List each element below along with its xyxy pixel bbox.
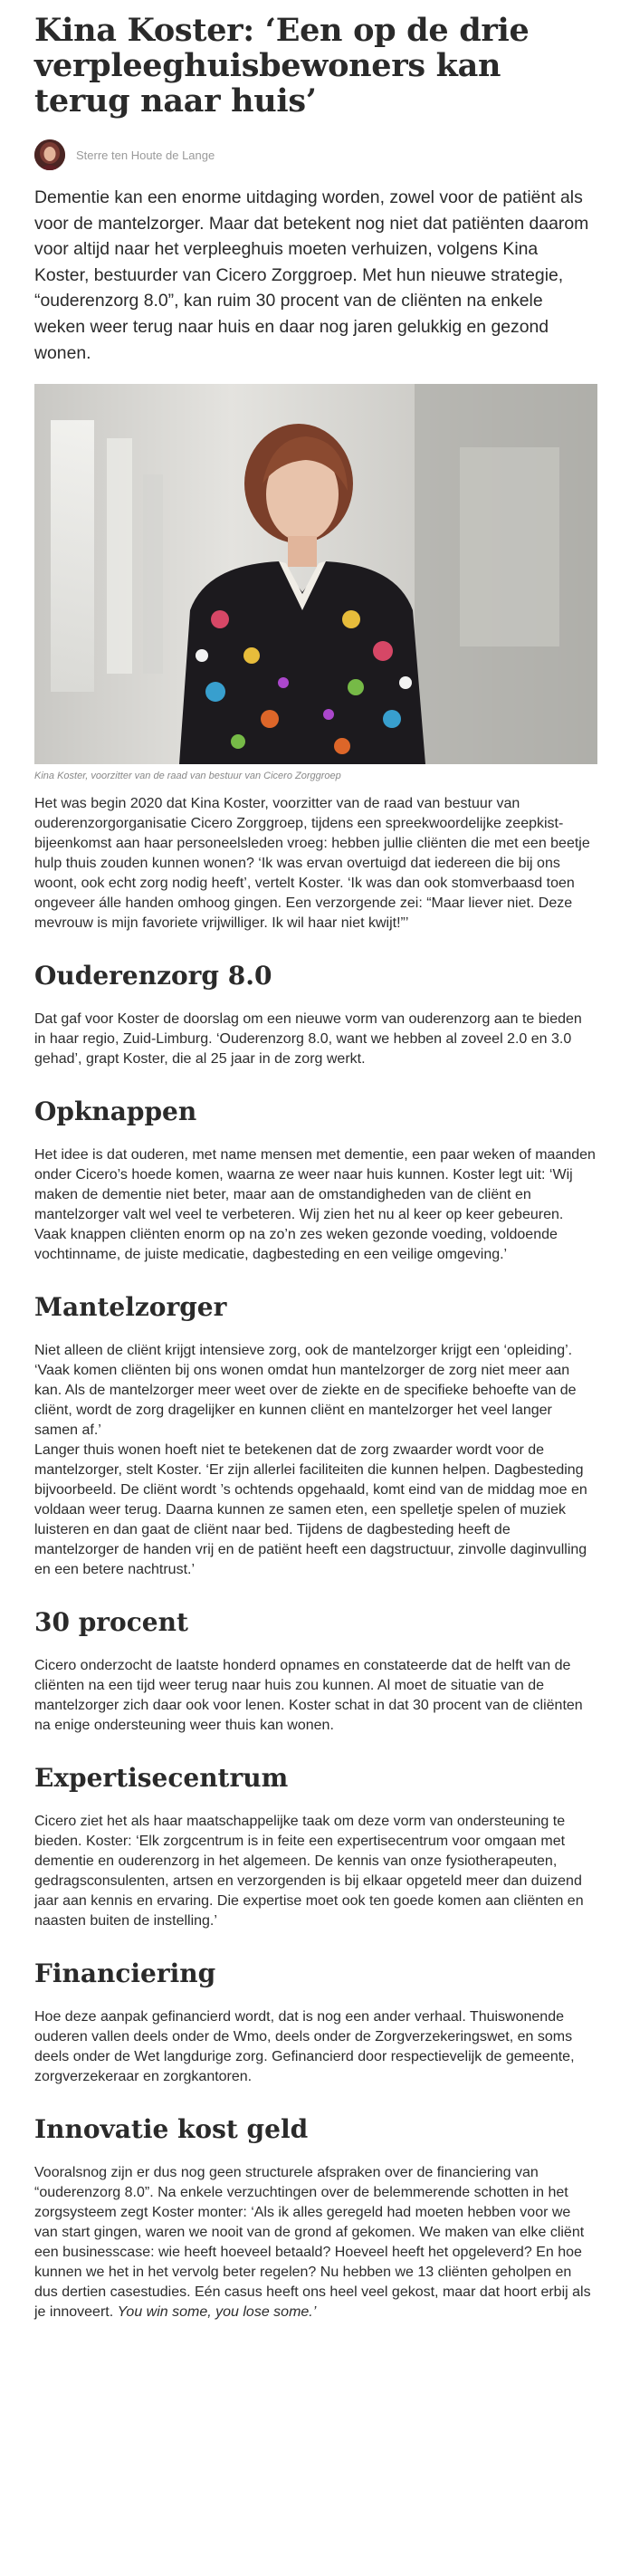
paragraph: Cicero onderzocht de laatste honderd opnames en constateerde dat de helft van de cliënten na een tijd weer terug naar huis zou kunnen. Al moet de situatie van de mantelzorger zich daar ook voor lenen. Koster schat in dat 30 procent van de cliënten na enige ondersteuning weer thuis kan wonen. xyxy=(34,1658,583,1734)
section-heading-ouderenzorg: Ouderenzorg 8.0 xyxy=(34,961,272,991)
article-page xyxy=(0,13,630,2576)
section-heading-mantelzorger: Mantelzorger xyxy=(34,1292,227,1323)
section-heading-30-procent: 30 procent xyxy=(34,1607,188,1638)
closing-quote: You win some, you lose some.’ xyxy=(117,2304,317,2321)
paragraph: Het was begin 2020 dat Kina Koster, voorzitter van de raad van bestuur van ouderenzorgorganisatie Cicero Zorggroep, tijdens een spreekwoordelijke zeepkist-bijeenkomst aan haar personeelsleden vroeg: hebben jullie cliënten die met een beetje hulp thuis zouden kunnen wonen? ‘Ik was ervan overtuigd dat iedereen die bij ons woont, ook echt zorg nodig heeft’, vertelt Koster. ‘Ik was dan ook stomverbaasd toen ongeveer álle handen omhoog gingen. Een verzorgende zei: “Maar liever niet. Deze mevrouw is mijn favoriete vrijwilliger. Ik wil haar niet kwijt!”’ xyxy=(34,796,590,932)
section-heading-opknappen: Opknappen xyxy=(34,1096,197,1127)
paragraph: Dat gaf voor Koster de doorslag om een nieuwe vorm van ouderenzorg aan te bieden in haar regio, Zuid-Limburg. ‘Ouderenzorg 8.0, want we hebben al zoveel 2.0 en 3.0 gehad’, grapt Koster, die al 25 jaar in de zorg werkt. xyxy=(34,1011,582,1068)
byline xyxy=(34,139,596,171)
article-lead: Dementie kan een enorme uitdaging worden, zowel voor de patiënt als voor de mantelzorger. Maar dat betekent nog niet dat patiënten daarom voor altijd naar het verpleeghuis moeten verhuizen, volgens Kina Koster, bestuurder van Cicero Zorggroep. Met hun nieuwe strategie, “ouderenzorg 8.0”, kan ruim 30 procent van de cliënten na enkele weken weer terug naar huis en daar nog jaren gelukkig en gezond wonen. xyxy=(34,187,589,363)
section-heading-expertisecentrum: Expertisecentrum xyxy=(34,1763,289,1794)
paragraph: Hoe deze aanpak gefinancierd wordt, dat is nog een ander verhaal. Thuiswonende ouderen vallen deels onder de Wmo, deels onder de Zorgverzekeringswet, en soms deels onder de Wet langdurige zorg. Gefinancierd door respectievelijk de gemeente, zorgverzekeraar en zorgkantoren. xyxy=(34,2009,575,2085)
section-body-innovatie xyxy=(34,2163,596,2322)
paragraph: Het idee is dat ouderen, met name mensen met dementie, een paar weken of maanden onder Cicero’s hoede komen, waarna ze weer naar huis kunnen. Koster legt uit: ‘Wij maken de dementie niet beter, maar aan de omstandigheden van de cliënt en mantelzorger valt wel veel te verbeteren. Wij zien het nu al keer op keer gebeuren. Vaak knappen cliënten enorm op na zo’n zes weken gezonde voeding, voldoende vochtinname, de juiste medicatie, dagbesteding en een veilige omgeving.’ xyxy=(34,1147,596,1263)
section-body-mantelzorger xyxy=(34,1341,596,1580)
author-avatar-image xyxy=(34,139,65,170)
article-title: Kina Koster: ‘Een op de drie verpleeghuisbewoners kan terug naar huis’ xyxy=(34,12,530,120)
section-body-ouderenzorg xyxy=(34,1010,596,1069)
section-heading-innovatie: Innovatie kost geld xyxy=(34,2114,309,2145)
section-body-financiering xyxy=(34,2007,596,2087)
article-photo xyxy=(34,384,597,764)
paragraph: Langer thuis wonen hoeft niet te betekenen dat de zorg zwaarder wordt voor de mantelzorger, stelt Koster. ‘Er zijn allerlei faciliteiten die kunnen helpen. Dagbesteding bijvoorbeeld. De cliënt wordt ’s ochtends opgehaald, komt eind van de middag moe en voldaan weer terug. Daarna kunnen ze samen eten, een spelletje spelen of muziek luisteren en dan gaat de cliënt naar bed. Tijdens de dagbesteding heeft de mantelzorger de handen vrij en de patiënt heeft een dagstructuur, zinvolle daginvulling en een betere nachtrust.’ xyxy=(34,1442,587,1578)
section-heading-financiering: Financiering xyxy=(34,1958,216,1989)
paragraph xyxy=(34,2163,596,2322)
photo-caption: Kina Koster, voorzitter van de raad van bestuur van Cicero Zorggroep xyxy=(34,771,341,782)
paragraph: Cicero ziet het als haar maatschappelijke taak om deze vorm van ondersteuning te bieden. Koster: ‘Elk zorgcentrum is in feite een expertisecentrum voor omgaan met dementie en ouderenzorg in het algemeen. De kennis van onze fysiotherapeuten, gedragsconsulenten, artsen en verzorgenden is bij elkaar opgeteld meer dan duizend jaar aan kennis en ervaring. Die expertise moet ook ten goede komen aan cliënten en naasten buiten de instelling.’ xyxy=(34,1814,584,1930)
paragraph: Niet alleen de cliënt krijgt intensieve zorg, ook de mantelzorger krijgt een ‘opleiding’. ‘Vaak komen cliënten bij ons wonen omdat hun mantelzorger de zorg niet meer aan kan. Als de mantelzorger meer weet over de ziekte en de specifieke behoefte van de cliënt, wordt de zorg dragelijker en kunnen cliënt en mantelzorger het veel langer samen af.’ xyxy=(34,1343,577,1439)
section-body-expertisecentrum xyxy=(34,1812,596,1931)
author-name[interactable]: Sterre ten Houte de Lange xyxy=(76,148,215,162)
section-body-opknappen xyxy=(34,1145,596,1265)
intro-paragraph xyxy=(34,794,596,934)
section-body-30-procent xyxy=(34,1656,596,1736)
paragraph-text: Vooralsnog zijn er dus nog geen structurele afspraken over de financiering van “ouderenzorg 8.0”. Na enkele verzuchtingen over de belemmerende schotten in het zorgsysteem zegt Koster monter: ‘Als ik alles geregeld had moeten hebben voor we van start gingen, waren we nooit van de grond af gekomen. We maken van elke cliënt een businesscase: wie heeft hoeveel betaald? Hoeveel heeft het opgeleverd? En hoe kunnen we het in het vervolg beter regelen? Nu hebben we 13 cliënten geholpen en dus dertien casestudies. Eén casus heeft ons heel veel gekost, maar dat hoort erbij als je innoveert. xyxy=(34,2165,591,2321)
author-avatar[interactable] xyxy=(34,139,65,170)
